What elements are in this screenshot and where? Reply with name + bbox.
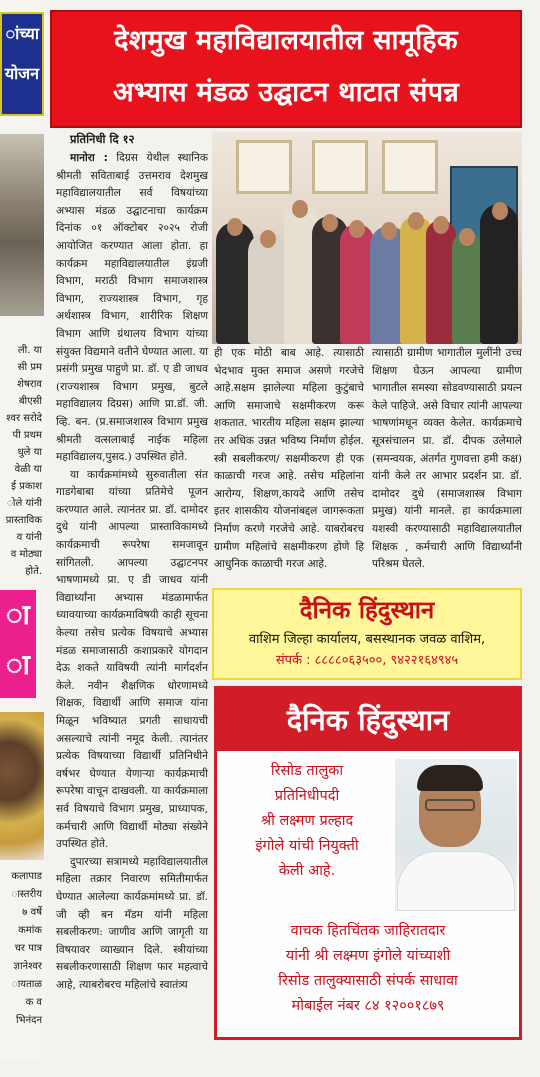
adjacent-text-line: व यांनी bbox=[16, 532, 42, 543]
contact-line: वाचक हितचिंतक जाहिरातदार bbox=[290, 923, 446, 939]
adjacent-text bbox=[0, 342, 44, 580]
adjacent-text-line: चर पात्र bbox=[14, 943, 42, 954]
adjacent-text-line: सी प्रम bbox=[17, 362, 42, 373]
adjacent-pink-box bbox=[0, 590, 36, 698]
contact-line: यांनी श्री लक्ष्मण इंगोले यांच्याशी bbox=[285, 948, 451, 964]
paragraph-text: दिग्रस येथील स्थानिक श्रीमती सविताबाई उत्तमराव देशमुख महाविद्यालयातील सर्व विषयांच्या अभ्यास मंडळ उद्घाटनाचा कार्यक्रम दिनांक ०१ ऑक्टोबर २०२५ रोजी आयोजित करण्यात आला होता. हा कार्यक्रम महाविद्यालयातील इंग्रजी विभाग, मराठी विभाग समाजशास्त्र विभाग, राज्यशास्त्र विभाग, गृह अर्थशास्त्र विभाग, शारीरिक शिक्षण विभाग आणि ग्रंथालय विभाग यांच्या संयुक्त विद्यमाने वतीने घेण्यात आला. या प्रसंगी प्रमुख पाहुणे प्रा. डॉ. ए डी जाधव (राज्यशास्त्र विभाग प्रमुख, बुटले महाविद्यालय दिग्रस) आणि प्रा.डॉ. जी. व्हि. बन. (प्र.समाजशास्त्र विभाग प्रमुख श्रीमती वत्सलाबाई नाईक महिला महाविद्यालय,पुसद.) उपस्थित होते. bbox=[56, 152, 208, 464]
adjacent-text-line: श्वर सरोदे bbox=[6, 413, 42, 424]
adjacent-photo-2 bbox=[0, 712, 44, 860]
adjacent-headline-line: ांच्या bbox=[5, 24, 39, 43]
adjacent-text-line: पी प्रथम bbox=[12, 430, 42, 441]
adjacent-pink-line: ा bbox=[6, 598, 30, 631]
adjacent-text-line: प्रास्ताविक bbox=[5, 515, 42, 526]
headline-line-1: देशमुख महाविद्यालयातील सामूहिक bbox=[114, 25, 458, 56]
article-body bbox=[56, 128, 208, 995]
adjacent-text-line: ोले यांनी bbox=[6, 498, 42, 509]
contact-appeal bbox=[217, 919, 519, 1019]
byline: प्रतिनिधी दि १२ bbox=[70, 132, 135, 146]
adjacent-text-line: धुले या bbox=[17, 447, 42, 458]
event-photo bbox=[212, 132, 522, 344]
appointment-announcement bbox=[221, 759, 393, 884]
announcement-line: रिसोड तालुका bbox=[270, 763, 344, 779]
adjacent-text-line: ७ वर्षे bbox=[22, 907, 42, 918]
adjacent-text-line: ई प्रकाश bbox=[11, 481, 42, 492]
ad-newspaper-name: दैनिक हिंदुस्थान bbox=[299, 596, 435, 624]
contact-line: रिसोड तालुक्यासाठी संपर्क साधावा bbox=[278, 973, 458, 989]
adjacent-text-line: ास्तरीय bbox=[11, 889, 42, 900]
contact-line: मोबाईल नंबर ८४ १२००१८७९ bbox=[291, 998, 445, 1014]
ad-office-address: वाशिम जिल्हा कार्यालय, बसस्थानक जवळ वाशिम, bbox=[248, 632, 486, 647]
adjacent-text-line: ली. या bbox=[17, 345, 42, 356]
appointment-ad bbox=[214, 686, 522, 1040]
adjacent-text-line: ज्ञानेश्वर bbox=[13, 961, 42, 972]
adjacent-text-line: व मोठ्या bbox=[10, 549, 42, 560]
adjacent-text-line: वेळी या bbox=[14, 464, 42, 475]
article-paragraph: दुपारच्या सत्रामध्ये महाविद्यालयातील महिला तक्रार निवारण समितीमार्फत घेण्यात आलेल्या कार्यक्रमांमध्ये प्रा. डॉ. जी व्ही बन मॅडम यांनी महिला सबलीकरण: जाणीव आणि जागृती या विषयावर व्याख्यान दिले. स्त्रीयांच्या सबलीकरणासाठी शिक्षण फार महत्वाचे आहे, त्याबरोबरच महिलांचे स्वातंत्र्य bbox=[56, 855, 208, 991]
adjacent-text-line: क व bbox=[25, 997, 42, 1008]
adjacent-text-line: ायताळ bbox=[11, 979, 42, 990]
dateline: मानोरा : bbox=[70, 152, 108, 164]
adjacent-text-line: कमांक bbox=[18, 925, 42, 936]
adjacent-text-line: होते. bbox=[25, 566, 42, 577]
article-paragraph bbox=[56, 150, 208, 467]
adjacent-text-line: शेषराव bbox=[17, 379, 42, 390]
adjacent-headline-line: योजन bbox=[4, 64, 39, 83]
adjacent-pink-line: ा bbox=[6, 648, 30, 681]
announcement-line: श्री लक्ष्मण प्रल्हाद bbox=[260, 813, 354, 829]
newspaper-office-ad bbox=[212, 588, 522, 680]
adjacent-article-strip bbox=[0, 0, 46, 1060]
article-column-3: त्यासाठी ग्रामीण भागातील मुलींनी उच्च शिक्षण घेऊन आपल्या ग्रामीण भागातील समस्या सोडवण्यासाठी प्रयत्न केले पाहिजे. असे विचार त्यांनी आपल्या भाषणांमधून व्यक्त केलेत. कार्यक्रमाचे सूत्रसंचालन प्रा. डॉ. दीपक उलेमाले (समन्वयक, अंतर्गत गुणवत्ता हमी कक्ष) यांनी केले तर आभार प्रदर्शन प्रा. डॉ. दामोदर दुधे (समाजशास्त्र विभाग प्रमुख) यांनी मानले. हा कार्यक्रमाला यशस्वी करण्यासाठी महाविद्यालयातील शिक्षक , कर्मचारी आणि विद्यार्थ्यांनी परिश्रम घेतले. bbox=[372, 347, 522, 571]
ad-contact-phone: संपर्क : ८८८८०६३५००, ९४२२१६४९४५ bbox=[275, 653, 459, 668]
adjacent-text-line: भिनंदन bbox=[15, 1015, 42, 1026]
adjacent-text-2 bbox=[0, 868, 44, 1030]
ad-title-bar: दैनिक हिंदुस्थान bbox=[217, 689, 519, 751]
announcement-line: केली आहे. bbox=[278, 863, 336, 879]
adjacent-photo bbox=[0, 134, 44, 316]
announcement-line: इंगोले यांची नियुक्ती bbox=[255, 838, 359, 854]
headline-line-2: अभ्यास मंडळ उद्घाटन थाटात संपन्न bbox=[112, 77, 460, 108]
article-headline bbox=[50, 10, 522, 128]
article-column-2: ही एक मोठी बाब आहे. त्यासाठी भेदभाव मुक्त समाज असणे गरजेचे आहे.सक्षम झालेल्या महिला कुटुंबाचे आणि समाजाचे सक्षमीकरण करू शकतात. भारतीय महिला सक्षम झाल्या तर अधिक उन्नत भविष्य निर्माण होईल. स्त्री सबलीकरण/ सक्षमीकरण ही एक काळाची गरज आहे. तसेच महिलांना आरोग्य, शिक्षण,कायदे आणि तसेच इतर शासकीय योजनांबद्दल जागरूकता निर्माण करणे गरजेचे आहे. याबरोबरच ग्रामीण महिलांचे सक्षमीकरण होणे हि आधुनिक काळाची गरज आहे. bbox=[214, 347, 364, 571]
adjacent-text-line: कलापाड bbox=[11, 871, 42, 882]
spectacles-icon bbox=[425, 799, 475, 811]
announcement-line: प्रतिनिधीपदी bbox=[274, 788, 340, 804]
adjacent-text-line: बीएसी bbox=[18, 396, 42, 407]
article-paragraph: या कार्यक्रमांमध्ये सुरुवातीला संत गाडगेबाबा यांच्या प्रतिमेचे पूजन करण्यात आले. त्यानंतर प्रा. डॉ. दामोदर दुधे यांनी आपल्या प्रास्ताविकामध्ये कार्यक्रमाची रूपरेषा समजावून सांगितली. आपल्या उद्घाटनपर भाषणामध्ये प्रा. ए डी जाधव यांनी विद्यार्थ्यांना अभ्यास मंडळामार्फत ध्यावयाच्या कार्यक्रमाविषयी काही सूचना केल्या तसेच प्रत्येक विषयाचे अभ्यास मंडळ समाजासाठी कशाप्रकारे योगदान देऊ शकते याविषयी त्यांनी मार्गदर्शन केले. नवीन शैक्षणिक धोरणामध्ये शिक्षक, विद्यार्थी आणि समाज यांना मिळून भविष्यात प्रगती साधायची असल्याचे त्यांनी नमूद केली. त्यानंतर प्रत्येक विषयाच्या विद्यार्थी प्रतिनिधीने वर्षभर घेण्यात येणाऱ्या कार्यक्रमाची रूपरेषा वाचून दाखवली. या कार्यक्रमाला सर्व विषयाचे विभाग प्रमुख, प्राध्यापक, कर्मचारी आणि विद्यार्थी मोठ्या संख्येने उपस्थित होते. bbox=[56, 468, 208, 851]
adjacent-headline bbox=[0, 12, 44, 116]
representative-portrait bbox=[395, 759, 517, 911]
